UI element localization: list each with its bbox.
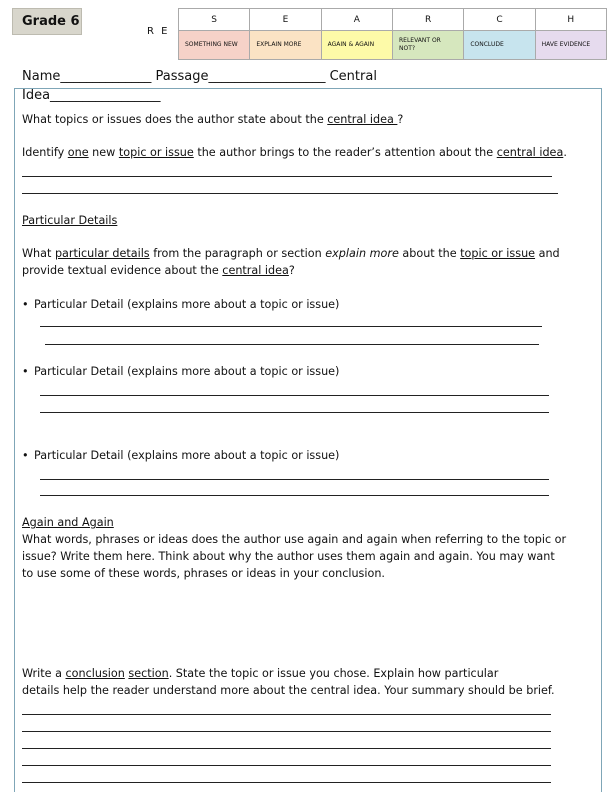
- pq2-a: provide textual evidence about the: [22, 264, 223, 277]
- q2-central-idea: central idea: [496, 146, 564, 159]
- answer-line[interactable]: [40, 479, 549, 480]
- q1-central-idea: central idea: [327, 113, 398, 126]
- name-passage-central-field[interactable]: Name______________ Passage__________________ Central: [22, 69, 377, 84]
- pq2-c: ?: [288, 264, 295, 277]
- q2-a: Identify: [22, 146, 68, 159]
- pq-c: from the paragraph or section: [149, 247, 326, 260]
- answer-line[interactable]: [22, 176, 552, 177]
- answer-line[interactable]: [40, 412, 549, 413]
- answer-line[interactable]: [22, 193, 558, 194]
- cp-section: section: [128, 667, 169, 680]
- bullet-icon: •: [22, 298, 29, 311]
- answer-line[interactable]: [22, 765, 551, 766]
- conclusion-prompt-line2: details help the reader understand more about the central idea. Your summary should be brief.: [22, 684, 555, 697]
- again-text-line3: to use some of these words, phrases or ideas in your conclusion.: [22, 567, 385, 580]
- letter-c: C: [464, 9, 535, 31]
- q1-end: ?: [397, 113, 404, 126]
- desc-explain-more: EXPLAIN MORE: [250, 31, 321, 60]
- answer-line[interactable]: [22, 782, 551, 783]
- q2-g: .: [563, 146, 567, 159]
- answer-line[interactable]: [22, 731, 551, 732]
- pq-e: about the: [398, 247, 461, 260]
- question-central-idea-topics: [22, 112, 403, 129]
- pq-a: What: [22, 247, 55, 260]
- particular-detail-bullet-1: [22, 297, 339, 314]
- q2-one: one: [67, 146, 89, 159]
- answer-line[interactable]: [22, 714, 551, 715]
- re-label: R E: [147, 26, 170, 37]
- desc-conclude: CONCLUDE: [464, 31, 535, 60]
- bullet-icon: •: [22, 365, 29, 378]
- pq-g: and: [535, 247, 560, 260]
- question-new-topic: [22, 145, 567, 162]
- desc-have-evidence: HAVE EVIDENCE: [535, 31, 606, 60]
- pq-particular-details: particular details: [54, 247, 150, 260]
- again-and-again-heading: Again and Again: [22, 516, 114, 529]
- answer-line[interactable]: [40, 326, 542, 327]
- answer-line[interactable]: [40, 495, 549, 496]
- desc-something-new: SOMETHING NEW: [179, 31, 250, 60]
- bullet-icon: •: [22, 449, 29, 462]
- idea-field[interactable]: Idea_________________: [22, 88, 161, 103]
- q2-e: the author brings to the reader’s attention about the: [193, 146, 497, 159]
- grade-label: Grade 6: [12, 8, 82, 35]
- letter-h: H: [535, 9, 606, 31]
- answer-line[interactable]: [40, 395, 549, 396]
- q2-topic-or-issue: topic or issue: [118, 146, 194, 159]
- cp-e: . State the topic or issue you chose. Explain how particular: [168, 667, 499, 680]
- particular-question-line2: [22, 263, 295, 280]
- conclusion-prompt-line1: [22, 666, 498, 683]
- q2-c: new: [88, 146, 119, 159]
- letter-s: S: [179, 9, 250, 31]
- search-strategy-table: [178, 8, 607, 60]
- letter-r: R: [392, 9, 463, 31]
- particular-detail-bullet-3: [22, 448, 339, 465]
- desc-again-and-again: AGAIN & AGAIN: [321, 31, 392, 60]
- desc-relevant-or-not: RELEVANT OR NOT?: [392, 31, 463, 60]
- answer-line[interactable]: [45, 344, 539, 345]
- letter-a: A: [321, 9, 392, 31]
- again-text-line2: issue? Write them here. Think about why the author uses them again and again. You may want: [22, 550, 555, 563]
- bullet-label: Particular Detail (explains more about a topic or issue): [34, 298, 340, 311]
- pq-topic-or-issue: topic or issue: [460, 247, 536, 260]
- particular-detail-bullet-2: [22, 364, 339, 381]
- cp-a: Write a: [22, 667, 66, 680]
- bullet-label: Particular Detail (explains more about a topic or issue): [34, 449, 340, 462]
- again-text-line1: What words, phrases or ideas does the author use again and again when referring to the topic or: [22, 533, 567, 546]
- answer-line[interactable]: [22, 748, 551, 749]
- letter-e: E: [250, 9, 321, 31]
- particular-details-heading: Particular Details: [22, 214, 118, 227]
- pq-explain-more: explain more: [325, 247, 399, 260]
- bullet-label: Particular Detail (explains more about a topic or issue): [34, 365, 340, 378]
- cp-conclusion: conclusion: [65, 667, 125, 680]
- q1-text: What topics or issues does the author state about the: [22, 113, 328, 126]
- particular-question-line1: [22, 246, 560, 263]
- pq2-central-idea: central idea: [222, 264, 289, 277]
